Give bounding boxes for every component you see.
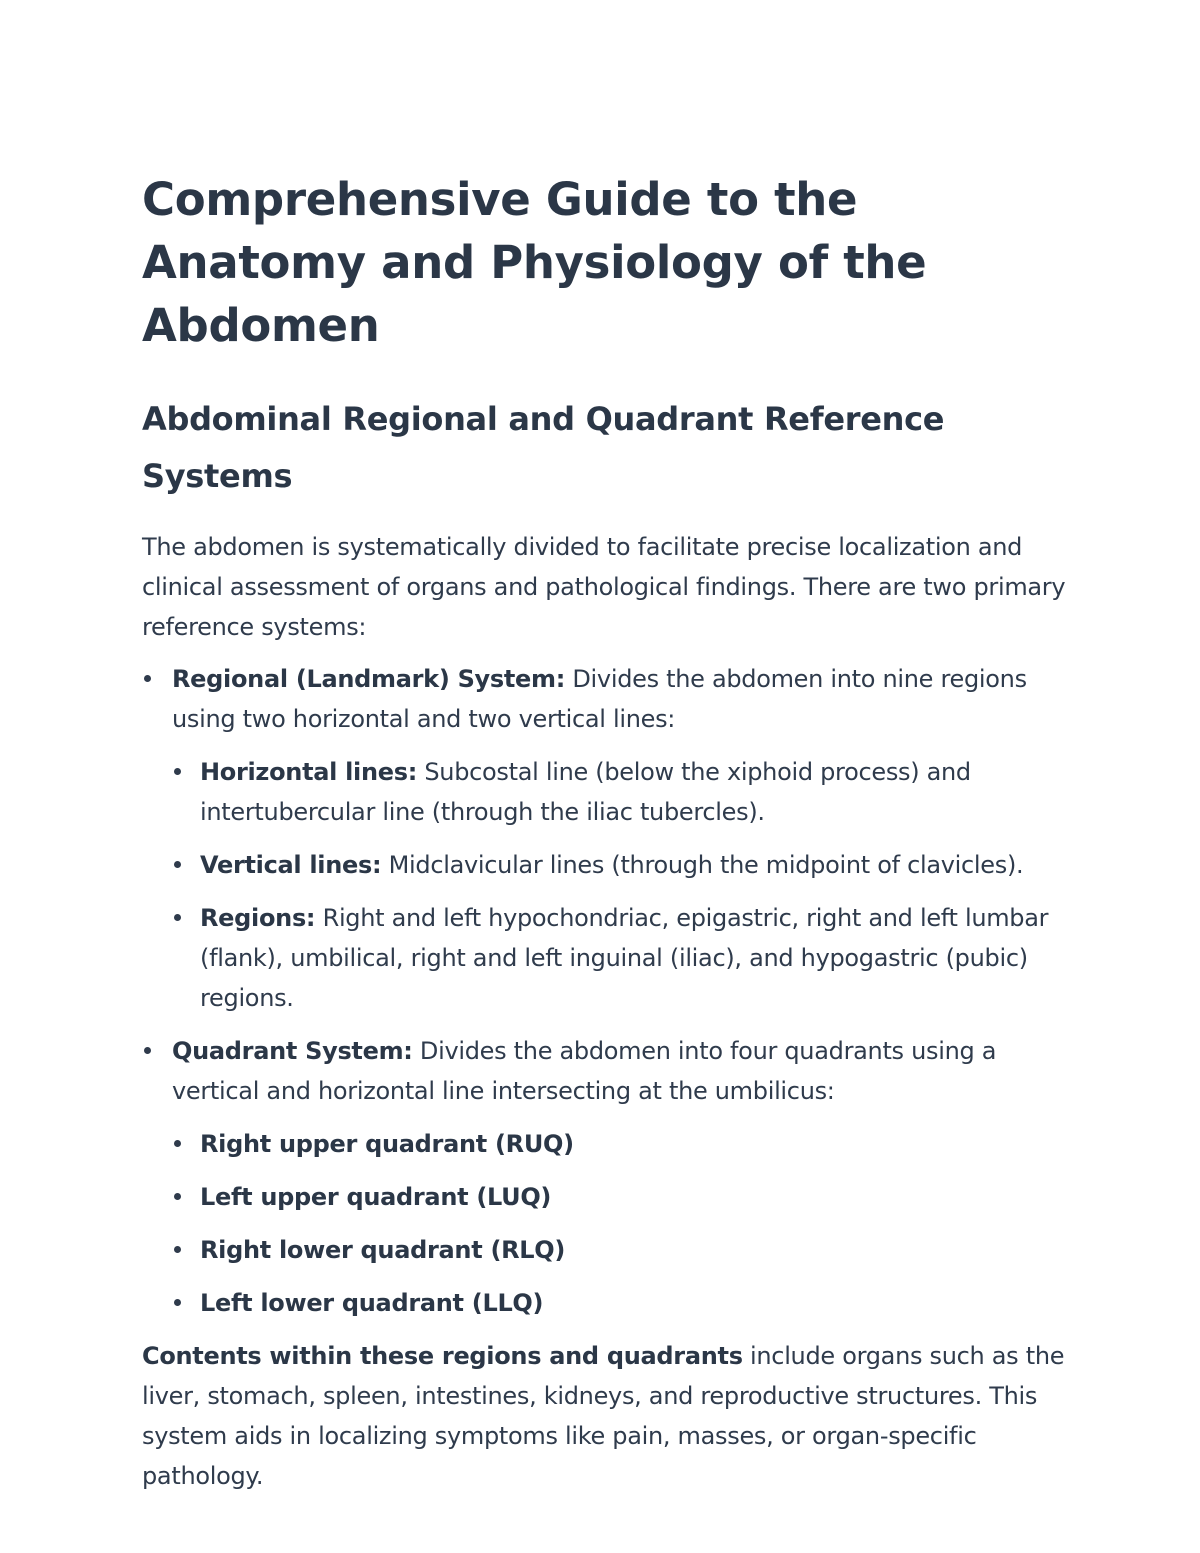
list-item-regions — [172, 898, 1072, 1018]
llq-label: Left lower quadrant (LLQ) — [200, 1289, 544, 1317]
bullet-icon — [174, 1193, 181, 1200]
rlq-label: Right lower quadrant (RLQ) — [200, 1236, 566, 1264]
horizontal-lines-text: Subcostal line (below the xiphoid process) and intertubercular line (through the iliac tubercles). — [200, 758, 971, 826]
outro-label: Contents within these regions and quadrants — [142, 1342, 743, 1370]
list-item-horizontal-lines — [172, 752, 1072, 832]
outro-text: include organs such as the liver, stomach, spleen, intestines, kidneys, and reproductive structures. This system aids in localizing symptoms like pain, masses, or organ-specific pathology. — [142, 1342, 1065, 1490]
list-item-rlq — [172, 1230, 1072, 1270]
ruq-label: Right upper quadrant (RUQ) — [200, 1130, 574, 1158]
horizontal-lines-label: Horizontal lines: — [200, 758, 418, 786]
list-item-vertical-lines — [172, 845, 1072, 885]
regional-system-text: Divides the abdomen into nine regions using two horizontal and two vertical lines: — [172, 665, 1027, 733]
list-item-quadrant-system — [142, 1031, 1072, 1323]
bullet-icon — [174, 1140, 181, 1147]
bullet-icon — [174, 1299, 181, 1306]
page-title: Comprehensive Guide to the Anatomy and Physiology of the Abdomen — [142, 173, 927, 352]
regional-system-label: Regional (Landmark) System: — [172, 665, 566, 693]
section-heading: Abdominal Regional and Quadrant Reference Systems — [142, 400, 945, 495]
bullet-icon — [174, 861, 181, 868]
list-item-regional-system — [142, 659, 1072, 1018]
bullet-icon — [144, 1047, 151, 1054]
list-item-luq — [172, 1177, 1072, 1217]
document-page — [142, 168, 1072, 1496]
bullet-icon — [174, 768, 181, 775]
quadrant-sublist — [172, 1124, 1072, 1323]
bullet-icon — [174, 1246, 181, 1253]
regional-sublist — [172, 752, 1072, 1018]
list-item-ruq — [172, 1124, 1072, 1164]
reference-systems-list — [142, 659, 1072, 1323]
bullet-icon — [144, 675, 151, 682]
outro-paragraph — [142, 1336, 1072, 1496]
quadrant-system-text: Divides the abdomen into four quadrants using a vertical and horizontal line intersecting at the umbilicus: — [172, 1037, 997, 1105]
regions-label: Regions: — [200, 904, 316, 932]
list-item-llq — [172, 1283, 1072, 1323]
vertical-lines-text: Midclavicular lines (through the midpoint of clavicles). — [381, 851, 1024, 879]
vertical-lines-label: Vertical lines: — [200, 851, 382, 879]
bullet-icon — [174, 914, 181, 921]
luq-label: Left upper quadrant (LUQ) — [200, 1183, 552, 1211]
regions-text: Right and left hypochondriac, epigastric, right and left lumbar (flank), umbilical, right and left inguinal (iliac), and hypogastric (pubic) regions. — [200, 904, 1049, 1012]
quadrant-system-label: Quadrant System: — [172, 1037, 413, 1065]
intro-paragraph: The abdomen is systematically divided to facilitate precise localization and clinical assessment of organs and pathological findings. There are two primary reference systems: — [142, 533, 1066, 641]
